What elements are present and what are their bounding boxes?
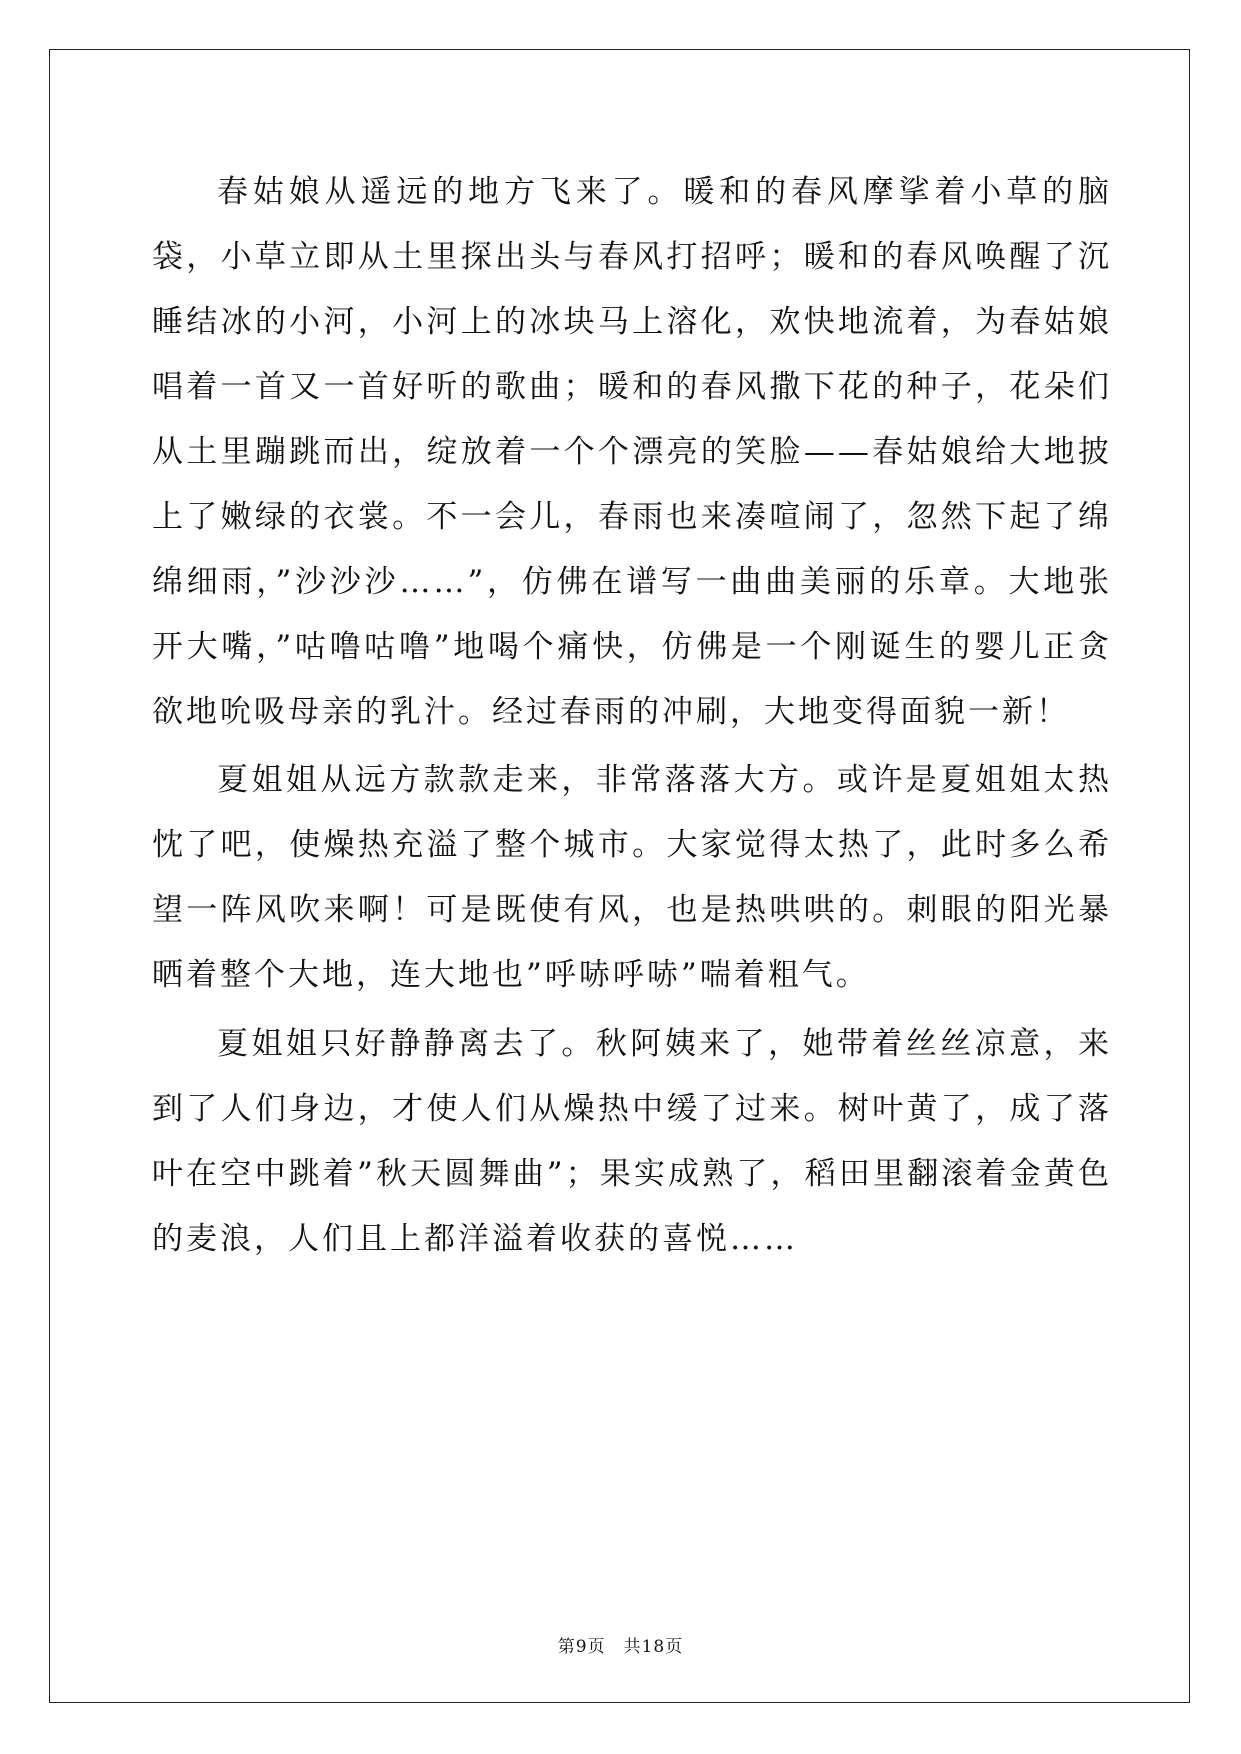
paragraph-autumn: 夏姐姐只好静静离去了。秋阿姨来了，她带着丝丝凉意，来到了人们身边，才使人们从燥热中缓了过来。树叶黄了，成了落叶在空中跳着”秋天圆舞曲”；果实成熟了，稻田里翻滚着金黄色的麦浪，人们且上都洋溢着收获的喜悦…… (152, 1026, 1112, 1257)
document-body (152, 160, 1112, 1272)
page-number-footer: 第9页 共18页 (557, 1637, 684, 1657)
paragraph-summer: 夏姐姐从远方款款走来，非常落落大方。或许是夏姐姐太热忱了吧，使燥热充溢了整个城市。大家觉得太热了，此时多么希望一阵风吹来啊！可是既使有风，也是热哄哄的。刺眼的阳光暴晒着整个大地，连大地也”呼哧呼哧”喘着粗气。 (152, 762, 1112, 993)
paragraph-spring: 春姑娘从遥远的地方飞来了。暖和的春风摩挲着小草的脑袋，小草立即从土里探出头与春风打招呼；暖和的春风唤醒了沉睡结冰的小河，小河上的冰块马上溶化，欢快地流着，为春姑娘唱着一首又一首好听的歌曲；暖和的春风撒下花的种子，花朵们从土里蹦跳而出，绽放着一个个漂亮的笑脸——春姑娘给大地披上了嫩绿的衣裳。不一会儿，春雨也来凑喧闹了，忽然下起了绵绵细雨，”沙沙沙……”，仿佛在谱写一曲曲美丽的乐章。大地张开大嘴，”咕噜咕噜”地喝个痛快，仿佛是一个刚诞生的婴儿正贪欲地吮吸母亲的乳汁。经过春雨的冲刷，大地变得面貌一新！ (152, 174, 1112, 730)
